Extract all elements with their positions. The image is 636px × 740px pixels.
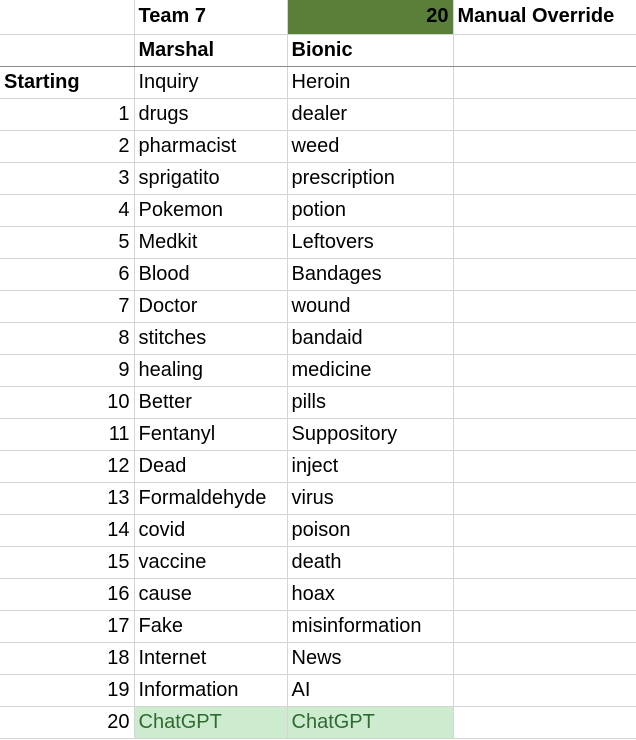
cell-empty[interactable] [453,386,636,418]
round-right-word-cell[interactable]: misinformation [287,610,453,642]
round-row [0,290,636,322]
cell-empty[interactable] [453,546,636,578]
round-number-cell[interactable]: 16 [0,578,134,610]
round-left-word-cell[interactable]: healing [134,354,287,386]
round-left-word-cell[interactable]: drugs [134,98,287,130]
round-right-word-cell[interactable]: inject [287,450,453,482]
round-row [0,130,636,162]
round-right-word-cell[interactable]: pills [287,386,453,418]
round-right-word-cell[interactable]: ChatGPT [287,706,453,738]
round-left-word-cell[interactable]: ChatGPT [134,706,287,738]
round-right-word-cell[interactable]: weed [287,130,453,162]
round-row [0,98,636,130]
score-cell[interactable]: 20 [287,0,453,34]
round-number-cell[interactable]: 13 [0,482,134,514]
round-left-word-cell[interactable]: Internet [134,642,287,674]
round-right-word-cell[interactable]: poison [287,514,453,546]
round-number-cell[interactable]: 2 [0,130,134,162]
round-right-word-cell[interactable]: hoax [287,578,453,610]
round-row [0,546,636,578]
cell-empty[interactable] [453,354,636,386]
round-right-word-cell[interactable]: News [287,642,453,674]
cell-empty[interactable] [0,0,134,34]
starting-row [0,66,636,98]
round-left-word-cell[interactable]: covid [134,514,287,546]
round-number-cell[interactable]: 12 [0,450,134,482]
starting-left-cell[interactable]: Inquiry [134,66,287,98]
round-left-word-cell[interactable]: cause [134,578,287,610]
cell-empty[interactable] [453,162,636,194]
round-number-cell[interactable]: 1 [0,98,134,130]
round-right-word-cell[interactable]: potion [287,194,453,226]
round-row [0,322,636,354]
round-row [0,578,636,610]
round-left-word-cell[interactable]: sprigatito [134,162,287,194]
cell-empty[interactable] [453,610,636,642]
cell-empty[interactable] [453,98,636,130]
round-number-cell[interactable]: 11 [0,418,134,450]
round-left-word-cell[interactable]: pharmacist [134,130,287,162]
cell-empty[interactable] [453,66,636,98]
cell-empty[interactable] [453,226,636,258]
player-left-cell[interactable]: Marshal [134,34,287,66]
round-row [0,226,636,258]
cell-empty[interactable] [453,290,636,322]
round-right-word-cell[interactable]: wound [287,290,453,322]
round-right-word-cell[interactable]: Suppository [287,418,453,450]
round-row [0,514,636,546]
round-number-cell[interactable]: 14 [0,514,134,546]
round-row [0,610,636,642]
round-number-cell[interactable]: 6 [0,258,134,290]
round-number-cell[interactable]: 18 [0,642,134,674]
round-row [0,386,636,418]
starting-label-cell[interactable]: Starting [0,66,134,98]
round-number-cell[interactable]: 3 [0,162,134,194]
cell-empty[interactable] [453,130,636,162]
team-name-cell[interactable]: Team 7 [134,0,287,34]
round-right-word-cell[interactable]: Leftovers [287,226,453,258]
cell-empty[interactable] [453,706,636,738]
cell-empty[interactable] [453,450,636,482]
round-row [0,674,636,706]
round-number-cell[interactable]: 8 [0,322,134,354]
cell-empty[interactable] [453,194,636,226]
round-left-word-cell[interactable]: Dead [134,450,287,482]
manual-override-cell[interactable]: Manual Override [453,0,636,34]
round-row [0,354,636,386]
round-number-cell[interactable]: 17 [0,610,134,642]
round-left-word-cell[interactable]: Pokemon [134,194,287,226]
round-right-word-cell[interactable]: death [287,546,453,578]
round-number-cell[interactable]: 15 [0,546,134,578]
cell-empty[interactable] [453,258,636,290]
round-right-word-cell[interactable]: bandaid [287,322,453,354]
round-number-cell[interactable]: 10 [0,386,134,418]
round-right-word-cell[interactable]: AI [287,674,453,706]
round-left-word-cell[interactable]: Fentanyl [134,418,287,450]
round-number-cell[interactable]: 4 [0,194,134,226]
round-right-word-cell[interactable]: virus [287,482,453,514]
cell-empty[interactable] [453,34,636,66]
round-left-word-cell[interactable]: Information [134,674,287,706]
header-row [0,0,636,34]
round-left-word-cell[interactable]: Better [134,386,287,418]
round-row [0,162,636,194]
cell-empty[interactable] [453,482,636,514]
round-right-word-cell[interactable]: medicine [287,354,453,386]
round-number-cell[interactable]: 19 [0,674,134,706]
round-left-word-cell[interactable]: Blood [134,258,287,290]
cell-empty[interactable] [453,578,636,610]
round-right-word-cell[interactable]: Bandages [287,258,453,290]
cell-empty[interactable] [453,418,636,450]
round-number-cell[interactable]: 5 [0,226,134,258]
round-left-word-cell[interactable]: Medkit [134,226,287,258]
cell-empty[interactable] [453,674,636,706]
round-left-word-cell[interactable]: Formaldehyde [134,482,287,514]
round-number-cell[interactable]: 9 [0,354,134,386]
round-number-cell[interactable]: 7 [0,290,134,322]
round-row [0,706,636,738]
starting-right-cell[interactable]: Heroin [287,66,453,98]
cell-empty[interactable] [453,642,636,674]
round-number-cell[interactable]: 20 [0,706,134,738]
round-row [0,450,636,482]
round-left-word-cell[interactable]: Doctor [134,290,287,322]
round-left-word-cell[interactable]: vaccine [134,546,287,578]
round-row [0,482,636,514]
cell-empty[interactable] [453,514,636,546]
cell-empty[interactable] [453,322,636,354]
round-left-word-cell[interactable]: Fake [134,610,287,642]
round-row [0,642,636,674]
round-row [0,418,636,450]
round-right-word-cell[interactable]: prescription [287,162,453,194]
players-row [0,34,636,66]
cell-empty[interactable] [0,34,134,66]
player-right-cell[interactable]: Bionic [287,34,453,66]
round-right-word-cell[interactable]: dealer [287,98,453,130]
round-row [0,194,636,226]
round-row [0,258,636,290]
round-left-word-cell[interactable]: stitches [134,322,287,354]
